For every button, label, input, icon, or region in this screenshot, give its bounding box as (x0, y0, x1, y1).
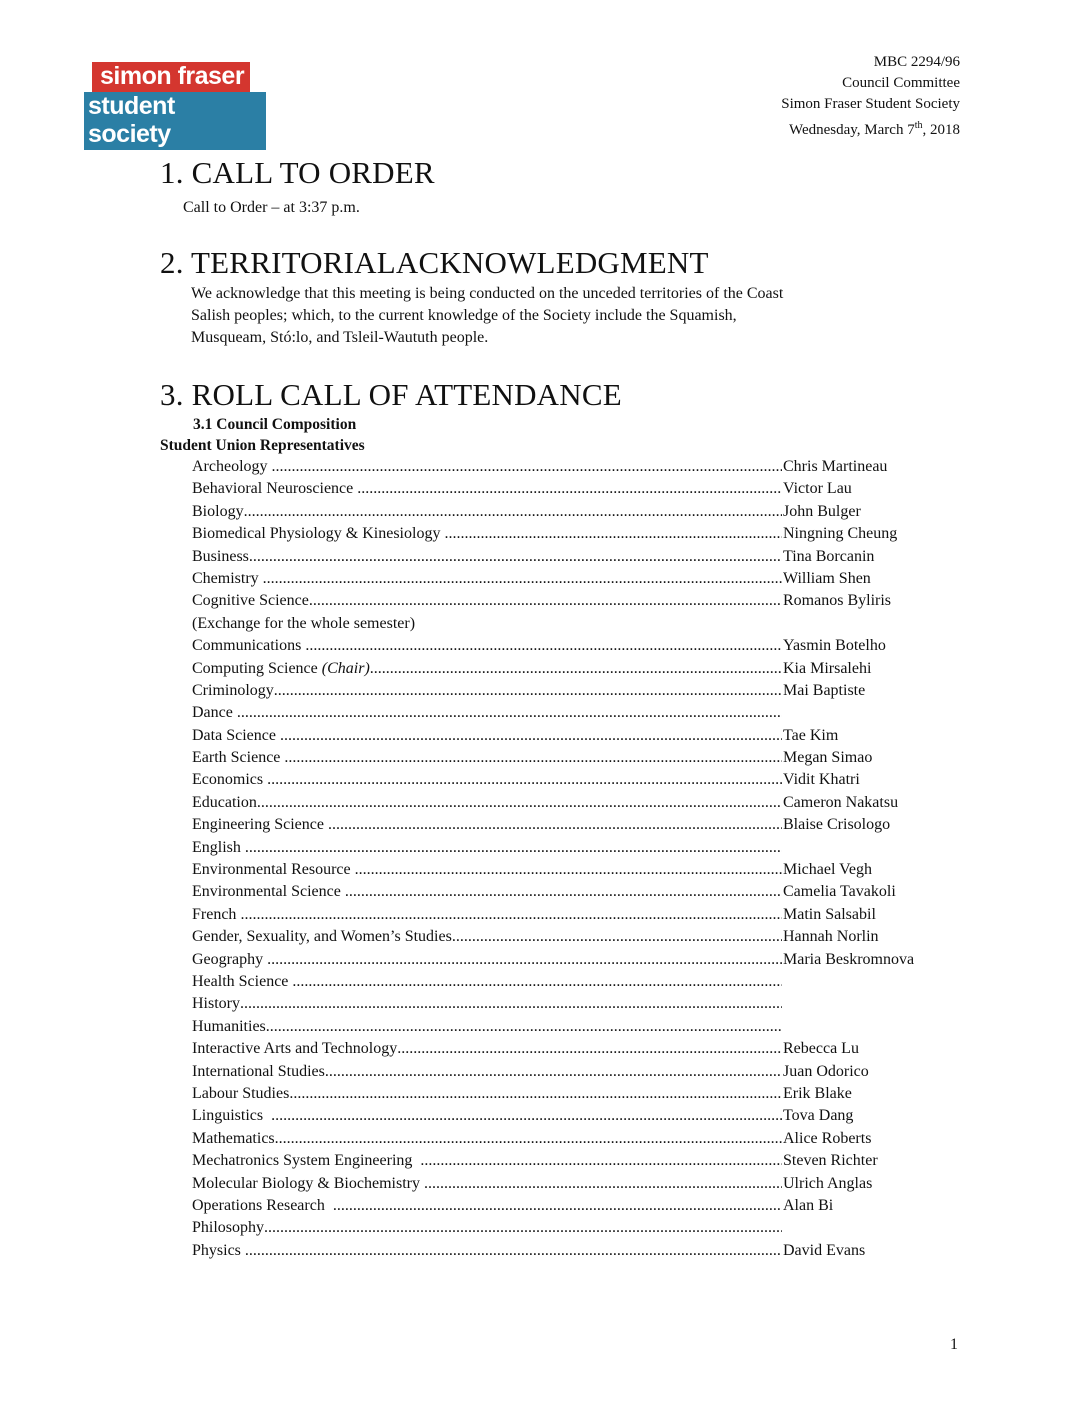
roster-department-label (192, 859, 355, 881)
dot-leader (263, 568, 782, 590)
roster-department-text: Gender, Sexuality, and Women’s Studies (192, 928, 452, 946)
dot-leader (415, 613, 782, 635)
dot-leader (309, 590, 782, 612)
group-student-union-representatives: Student Union Representatives (160, 437, 365, 454)
roster-department-text: Criminology (192, 681, 274, 699)
attendance-roster (192, 456, 972, 1262)
roster-department-text: Labour Studies (192, 1084, 290, 1102)
roster-department-label (192, 1061, 325, 1083)
roster-representative-name: Blaise Crisologo (783, 816, 891, 834)
roster-department (192, 501, 782, 523)
roster-department (192, 971, 782, 993)
roster-department-text: Environmental Science (192, 883, 345, 901)
roster-row (192, 501, 972, 523)
roster-representative-name: Megan Simao (783, 749, 873, 767)
dot-leader (333, 1195, 782, 1217)
roster-department (192, 478, 782, 500)
roster-department (192, 1128, 782, 1150)
roster-row (192, 747, 972, 769)
roster-representative-name: Tae Kim (783, 726, 839, 744)
roster-department (192, 859, 782, 881)
roster-department-text: Communications (192, 637, 306, 655)
roster-department-label (192, 1128, 275, 1150)
organization-name: Simon Fraser Student Society (781, 96, 960, 112)
roster-row (192, 904, 972, 926)
roster-department (192, 792, 782, 814)
dot-leader (424, 1173, 782, 1195)
roster-department (192, 568, 782, 590)
roster-department-label (192, 971, 292, 993)
logo-line-1: simon fraser (92, 62, 250, 92)
roster-row (192, 814, 972, 836)
roster-row (192, 546, 972, 568)
roster-department (192, 658, 782, 680)
roster-department-text: Linguistics (192, 1107, 272, 1125)
roster-row (192, 1083, 972, 1105)
roster-department-text: Business (192, 547, 249, 565)
roster-row (192, 1061, 972, 1083)
roster-representative-name (782, 702, 783, 724)
roster-representative-name: Alice Roberts (783, 1129, 872, 1147)
roster-row (192, 949, 972, 971)
roster-department-text: Cognitive Science (192, 592, 309, 610)
roster-representative-name: Ningning Cheung (783, 525, 898, 543)
roster-row (192, 792, 972, 814)
subsection-council-composition: 3.1 Council Composition (193, 416, 357, 433)
roster-row (192, 702, 972, 724)
roster-department-label (192, 725, 280, 747)
roster-department-text: Health Science (192, 972, 293, 990)
roster-row (192, 635, 972, 657)
roster-department (192, 881, 782, 903)
roster-department-text: Dance (192, 704, 237, 722)
roster-representative-name: Mai Baptiste (783, 681, 866, 699)
roster-department-text: Computing Science (192, 659, 322, 677)
roster-department-label (192, 1105, 271, 1127)
roster-department (192, 702, 782, 724)
roster-representative-name: Rebecca Lu (783, 1040, 859, 1058)
dot-leader (245, 1240, 782, 1262)
roster-row (192, 658, 972, 680)
roster-row (192, 993, 972, 1015)
territorial-line-1: We acknowledge that this meeting is being conducted on the unceded territories of the Coast (191, 285, 784, 302)
roster-representative-name: Romanos Byliris (783, 592, 892, 610)
call-to-order-text: Call to Order – at 3:37 p.m. (183, 199, 360, 216)
roster-row (192, 1105, 972, 1127)
roster-department (192, 635, 782, 657)
roster-department-text: Biomedical Physiology & Kinesiology (192, 525, 445, 543)
roster-department-text: Molecular Biology & Biochemistry (192, 1174, 424, 1192)
dot-leader (240, 993, 782, 1015)
roster-department (192, 456, 782, 478)
roster-department-text: Education (192, 793, 257, 811)
roster-department-label (192, 546, 249, 568)
roster-department (192, 837, 782, 859)
dot-leader (345, 881, 782, 903)
roster-representative-name: Steven Richter (783, 1152, 878, 1170)
roster-department-text: Engineering Science (192, 816, 328, 834)
dot-leader (237, 702, 782, 724)
roster-department-label (192, 478, 357, 500)
roster-department (192, 993, 782, 1015)
roster-department-text: (Exchange for the whole semester) (192, 614, 416, 632)
roster-row (192, 456, 972, 478)
roster-row (192, 1150, 972, 1172)
roster-department-text: Interactive Arts and Technology (192, 1040, 398, 1058)
roster-representative-name (782, 971, 783, 993)
dot-leader (397, 1038, 782, 1060)
dot-leader (271, 1105, 782, 1127)
roster-department-label (192, 747, 284, 769)
roster-department-text: Earth Science (192, 749, 285, 767)
roster-department (192, 769, 782, 791)
roster-department-label (192, 792, 257, 814)
territorial-line-2: Salish peoples; which, to the current knowledge of the Society include the Squamish, (191, 307, 737, 324)
committee-name: Council Committee (842, 75, 960, 91)
roster-department-label (192, 680, 274, 702)
dot-leader (355, 859, 782, 881)
roster-department-label (192, 501, 244, 523)
roster-representative-name: Maria Beskromnova (783, 950, 915, 968)
roster-department (192, 546, 782, 568)
roster-representative-name: Cameron Nakatsu (783, 793, 899, 811)
roster-representative-name: Yasmin Botelho (783, 637, 886, 655)
roster-department-label (192, 881, 345, 903)
roster-row (192, 523, 972, 545)
roster-department-label (192, 904, 240, 926)
roster-representative-name: John Bulger (783, 502, 861, 520)
roster-department-label (192, 1150, 420, 1172)
roster-department (192, 747, 782, 769)
document-header (781, 52, 960, 141)
roster-department-label (192, 702, 237, 724)
dot-leader (284, 747, 782, 769)
roster-row (192, 613, 972, 635)
dot-leader (267, 769, 782, 791)
roster-department-text: Economics (192, 771, 268, 789)
meeting-date-ordinal: th (914, 120, 923, 131)
roster-department-text: Geography (192, 950, 268, 968)
roster-row (192, 837, 972, 859)
meeting-date (781, 115, 960, 141)
roster-department-text: Archeology (192, 458, 272, 475)
roster-representative-name: Alan Bi (783, 1196, 834, 1214)
roster-department (192, 1105, 782, 1127)
dot-leader (370, 658, 782, 680)
roster-representative-name: Victor Lau (783, 480, 852, 498)
dot-leader (452, 926, 782, 948)
dot-leader (275, 1128, 782, 1150)
roster-department (192, 725, 782, 747)
roster-department-text: Physics (192, 1241, 245, 1259)
roster-row (192, 859, 972, 881)
dot-leader (328, 814, 782, 836)
roster-representative-name: Chris Martineau (783, 458, 888, 475)
roster-department-text: Mechatronics System Engineering (192, 1152, 421, 1170)
logo-line-2: student society (84, 92, 266, 150)
roster-row (192, 680, 972, 702)
roster-row (192, 725, 972, 747)
roster-department (192, 949, 782, 971)
roster-representative-name: David Evans (783, 1241, 866, 1259)
heading-roll-call: 3. ROLL CALL OF ATTENDANCE (160, 377, 622, 412)
roster-department-label (192, 1217, 264, 1239)
roster-department-label (192, 949, 267, 971)
roster-department (192, 814, 782, 836)
roster-department (192, 680, 782, 702)
roster-department-role: (Chair) (321, 659, 370, 677)
dot-leader (272, 456, 782, 478)
roster-department-label (192, 993, 240, 1015)
roster-representative-name: Kia Mirsalehi (783, 659, 872, 677)
page-number: 1 (950, 1336, 958, 1353)
dot-leader (280, 725, 782, 747)
meeting-date-year: , 2018 (922, 122, 960, 138)
territorial-acknowledgment-text (191, 283, 971, 349)
dot-leader (264, 1217, 782, 1239)
roster-department (192, 523, 782, 545)
roster-department (192, 1195, 782, 1217)
dot-leader (420, 1150, 782, 1172)
roster-representative-name (782, 613, 783, 635)
roster-department (192, 1173, 782, 1195)
roster-department (192, 1038, 782, 1060)
roster-department (192, 1061, 782, 1083)
roster-department-label (192, 590, 309, 612)
roster-department-text: Philosophy (192, 1219, 265, 1237)
roster-department-label (192, 523, 444, 545)
dot-leader (444, 523, 782, 545)
dot-leader (266, 1016, 782, 1038)
dot-leader (289, 1083, 782, 1105)
roster-row (192, 568, 972, 590)
roster-row (192, 971, 972, 993)
roster-row (192, 769, 972, 791)
roster-department (192, 1150, 782, 1172)
dot-leader (305, 635, 782, 657)
dot-leader (357, 478, 782, 500)
roster-department (192, 1016, 782, 1038)
roster-representative-name (782, 1016, 783, 1038)
roster-row (192, 590, 972, 612)
roster-representative-name (782, 993, 783, 1015)
roster-department-text: English (192, 838, 245, 856)
roster-representative-name: Tova Dang (783, 1107, 854, 1125)
roster-representative-name: Michael Vegh (783, 861, 873, 879)
document-code: MBC 2294/96 (873, 54, 960, 70)
heading-territorial-acknowledgment: 2. TERRITORIALACKNOWLEDGMENT (160, 245, 709, 280)
roster-department-label (192, 568, 263, 590)
roster-department-text: Environmental Resource (192, 861, 355, 879)
dot-leader (267, 949, 782, 971)
roster-department (192, 1217, 782, 1239)
roster-representative-name (782, 837, 783, 859)
roster-department-text: Data Science (192, 726, 280, 744)
roster-representative-name: Hannah Norlin (783, 928, 879, 946)
roster-department-text: Mathematics (192, 1129, 275, 1147)
roster-department-text: French (192, 905, 241, 923)
roster-department-label (192, 1195, 333, 1217)
roster-representative-name: Matin Salsabil (783, 905, 876, 923)
roster-department-text: Operations Research (192, 1196, 333, 1214)
roster-row (192, 478, 972, 500)
dot-leader (244, 501, 782, 523)
roster-representative-name: Vidit Khatri (783, 771, 860, 789)
roster-row (192, 1128, 972, 1150)
roster-row (192, 926, 972, 948)
roster-department-label (192, 1038, 397, 1060)
roster-department-label (192, 613, 415, 635)
roster-row (192, 1217, 972, 1239)
dot-leader (245, 837, 782, 859)
dot-leader (292, 971, 782, 993)
roster-row (192, 1173, 972, 1195)
sfss-logo (84, 62, 266, 150)
roster-department-text: Behavioral Neuroscience (192, 480, 358, 498)
roster-department-text: International Studies (192, 1062, 325, 1080)
roster-department-label (192, 658, 370, 680)
roster-department-label (192, 837, 245, 859)
roster-department-label (192, 635, 305, 657)
roster-department (192, 613, 782, 635)
roster-department-label (192, 1016, 266, 1038)
roster-department-text: History (192, 995, 240, 1013)
roster-department-text: Humanities (192, 1017, 266, 1035)
roster-row (192, 881, 972, 903)
roster-representative-name: William Shen (783, 569, 871, 587)
roster-department-label (192, 1083, 289, 1105)
roster-department-label (192, 1240, 245, 1262)
roster-department-text: Chemistry (192, 569, 263, 587)
dot-leader (274, 680, 782, 702)
roster-representative-name: Ulrich Anglas (783, 1174, 873, 1192)
roster-department-text: Biology (192, 502, 244, 520)
dot-leader (240, 904, 782, 926)
roster-row (192, 1016, 972, 1038)
dot-leader (249, 546, 782, 568)
heading-call-to-order: 1. CALL TO ORDER (160, 155, 435, 190)
roster-department (192, 1240, 782, 1262)
meeting-date-main: Wednesday, March 7 (789, 122, 915, 138)
roster-department-label (192, 769, 267, 791)
roster-row (192, 1240, 972, 1262)
roster-representative-name (782, 1217, 783, 1239)
roster-department (192, 926, 782, 948)
roster-department-label (192, 1173, 424, 1195)
dot-leader (257, 792, 782, 814)
roster-row (192, 1038, 972, 1060)
roster-representative-name: Tina Borcanin (783, 547, 875, 565)
roster-department-label (192, 456, 272, 478)
roster-representative-name: Juan Odorico (783, 1062, 869, 1080)
roster-department (192, 904, 782, 926)
territorial-line-3: Musqueam, Stó:lo, and Tsleil-Waututh people. (191, 329, 489, 346)
roster-department-label (192, 926, 452, 948)
roster-representative-name: Camelia Tavakoli (783, 883, 896, 901)
dot-leader (325, 1061, 782, 1083)
roster-department (192, 1083, 782, 1105)
roster-row (192, 1195, 972, 1217)
roster-department (192, 590, 782, 612)
roster-department-label (192, 814, 328, 836)
roster-representative-name: Erik Blake (783, 1084, 852, 1102)
